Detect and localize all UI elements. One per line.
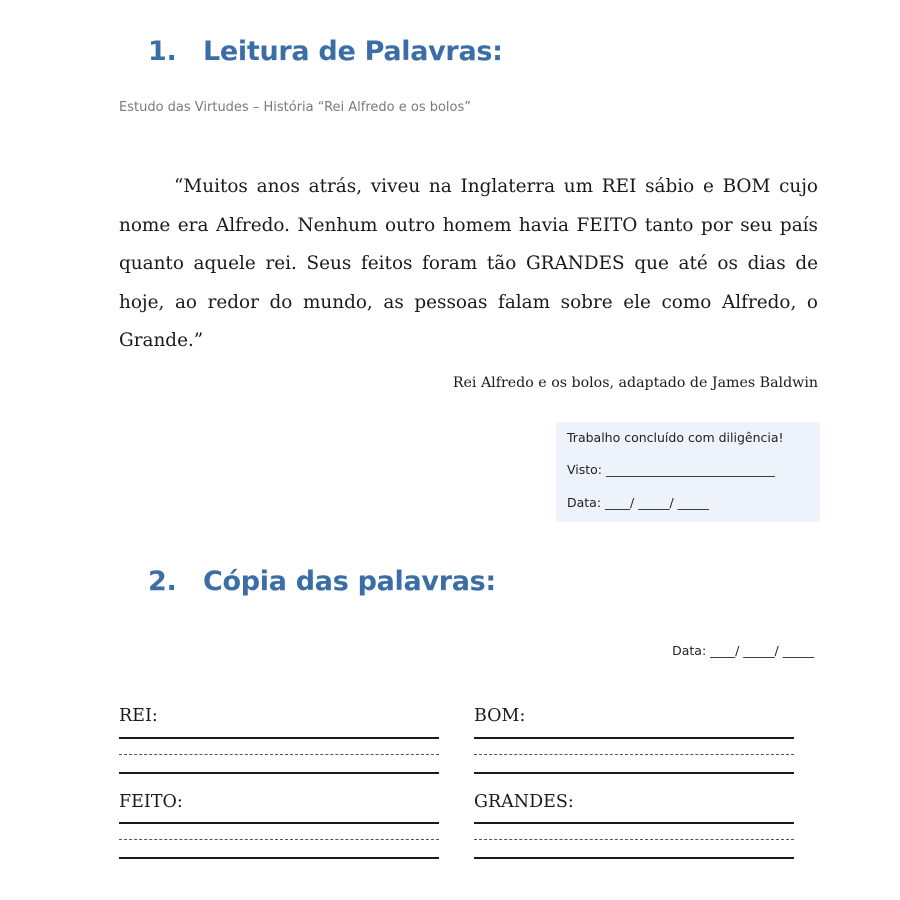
section-2-heading xyxy=(148,566,496,597)
writing-line-middle xyxy=(119,839,439,840)
section-1-number: 1. xyxy=(148,36,177,67)
writing-line-top xyxy=(474,737,794,739)
writing-line-bottom xyxy=(474,857,794,859)
attribution: Rei Alfredo e os bolos, adaptado de James Baldwin xyxy=(452,375,818,391)
teacher-stamp-box xyxy=(556,422,820,522)
writing-line-bottom xyxy=(119,772,439,774)
writing-line-top xyxy=(119,822,439,824)
stamp-title: Trabalho concluído com diligência! xyxy=(567,430,784,445)
section-2-title: Cópia das palavras: xyxy=(203,566,496,597)
stamp-date-field: Data: ____/ _____/ _____ xyxy=(567,495,709,510)
reading-paragraph: “Muitos anos atrás, viveu na Inglaterra um REI sábio e BOM cujo nome era Alfredo. Nenhum outro homem havia FEITO tanto por seu país quanto aquele rei. Seus feitos foram tão GRANDES que até os dias de hoje, ao redor do mundo, as pessoas falam sobre ele como Alfredo, o Grande.” xyxy=(119,176,818,351)
subtitle: Estudo das Virtudes – História “Rei Alfredo e os bolos” xyxy=(119,100,472,115)
section-1-heading xyxy=(148,36,503,67)
word-label: FEITO: xyxy=(119,792,183,812)
writing-line-top xyxy=(119,737,439,739)
copy-date-field: Data: ____/ _____/ _____ xyxy=(672,643,814,658)
stamp-visto-field: Visto: ___________________________ xyxy=(567,462,775,477)
section-2-number: 2. xyxy=(148,566,177,597)
writing-line-middle xyxy=(119,754,439,755)
writing-line-bottom xyxy=(119,857,439,859)
writing-line-bottom xyxy=(474,772,794,774)
writing-line-middle xyxy=(474,839,794,840)
word-label: GRANDES: xyxy=(474,792,574,812)
section-1-title: Leitura de Palavras: xyxy=(203,36,503,67)
writing-line-top xyxy=(474,822,794,824)
writing-line-middle xyxy=(474,754,794,755)
word-label: BOM: xyxy=(474,706,526,726)
word-label: REI: xyxy=(119,706,158,726)
